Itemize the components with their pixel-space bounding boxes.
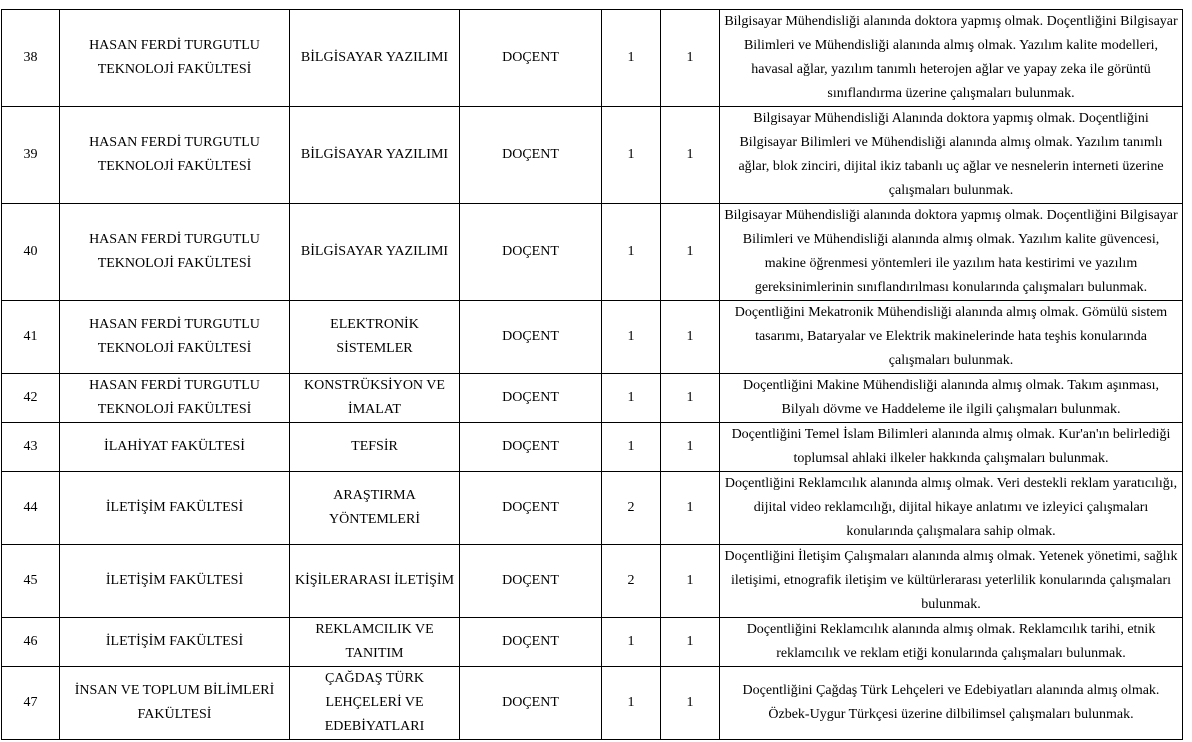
table-row (2, 618, 1183, 667)
row-number: 46 (2, 618, 60, 667)
count-cell: 1 (661, 618, 720, 667)
faculty-cell: HASAN FERDİ TURGUTLU TEKNOLOJİ FAKÜLTESİ (60, 10, 290, 107)
count-cell: 1 (661, 472, 720, 545)
row-number: 44 (2, 472, 60, 545)
positions-table (1, 9, 1183, 740)
row-number: 40 (2, 204, 60, 301)
title-cell: DOÇENT (460, 10, 602, 107)
department-cell: BİLGİSAYAR YAZILIMI (290, 107, 460, 204)
table-row (2, 423, 1183, 472)
row-number: 43 (2, 423, 60, 472)
department-cell: BİLGİSAYAR YAZILIMI (290, 10, 460, 107)
count-cell: 1 (661, 204, 720, 301)
count-cell: 1 (602, 618, 661, 667)
title-cell: DOÇENT (460, 204, 602, 301)
title-cell: DOÇENT (460, 374, 602, 423)
count-cell: 1 (602, 423, 661, 472)
row-number: 47 (2, 667, 60, 740)
row-number: 39 (2, 107, 60, 204)
title-cell: DOÇENT (460, 545, 602, 618)
table-row (2, 667, 1183, 740)
table-row (2, 472, 1183, 545)
count-cell: 1 (661, 374, 720, 423)
title-cell: DOÇENT (460, 667, 602, 740)
requirement-cell: Doçentliğini Temel İslam Bilimleri alanında almış olmak. Kur'an'ın belirlediği toplumsal ahlaki ilkeler hakkında çalışmaları bulunmak. (720, 423, 1183, 472)
count-cell: 1 (661, 667, 720, 740)
requirement-cell: Doçentliğini Reklamcılık alanında almış olmak. Reklamcılık tarihi, etnik reklamcılık ve reklam etiği konularında çalışmaları bulunmak. (720, 618, 1183, 667)
count-cell: 1 (661, 10, 720, 107)
faculty-cell: HASAN FERDİ TURGUTLU TEKNOLOJİ FAKÜLTESİ (60, 107, 290, 204)
faculty-cell: İLETİŞİM FAKÜLTESİ (60, 545, 290, 618)
count-cell: 1 (602, 204, 661, 301)
requirement-cell: Doçentliğini Makine Mühendisliği alanında almış olmak. Takım aşınması, Bilyalı dövme ve Haddeleme ile ilgili çalışmaları bulunmak. (720, 374, 1183, 423)
department-cell: ÇAĞDAŞ TÜRK LEHÇELERİ VE EDEBİYATLARI (290, 667, 460, 740)
requirement-cell: Bilgisayar Mühendisliği alanında doktora yapmış olmak. Doçentliğini Bilgisayar Bilimleri ve Mühendisliği alanında almış olmak. Yazılım kalite güvencesi, makine öğrenmesi yöntemleri ile yazılım hata kestirimi ve yazılım gereksinimlerinin sınıflandırılması konularında çalışmaları bulunmak. (720, 204, 1183, 301)
requirement-cell: Bilgisayar Mühendisliği Alanında doktora yapmış olmak. Doçentliğini Bilgisayar Bilimleri ve Mühendisliği alanında almış olmak. Yazılım tanımlı ağlar, blok zinciri, dijital ikiz tabanlı uç ağlar ve nesnelerin interneti üzerine çalışmaları bulunmak. (720, 107, 1183, 204)
faculty-cell: HASAN FERDİ TURGUTLU TEKNOLOJİ FAKÜLTESİ (60, 374, 290, 423)
count-cell: 1 (602, 10, 661, 107)
table-row (2, 545, 1183, 618)
faculty-cell: İLETİŞİM FAKÜLTESİ (60, 618, 290, 667)
row-number: 38 (2, 10, 60, 107)
count-cell: 2 (602, 472, 661, 545)
count-cell: 1 (602, 374, 661, 423)
department-cell: TEFSİR (290, 423, 460, 472)
requirement-cell: Bilgisayar Mühendisliği alanında doktora yapmış olmak. Doçentliğini Bilgisayar Bilimleri ve Mühendisliği alanında almış olmak. Yazılım kalite modelleri, havasal ağlar, yazılım tanımlı heterojen ağlar ve yapay zeka ile görüntü sınıflandırma üzerine çalışmaları bulunmak. (720, 10, 1183, 107)
department-cell: KİŞİLERARASI İLETİŞİM (290, 545, 460, 618)
count-cell: 1 (661, 423, 720, 472)
row-number: 45 (2, 545, 60, 618)
requirement-cell: Doçentliğini Reklamcılık alanında almış olmak. Veri destekli reklam yaratıcılığı, dijital video reklamcılığı, dijital hikaye anlatımı ve izleyici çalışmaları konularında çalışmalara sahip olmak. (720, 472, 1183, 545)
department-cell: ELEKTRONİK SİSTEMLER (290, 301, 460, 374)
table-row (2, 10, 1183, 107)
faculty-cell: İLETİŞİM FAKÜLTESİ (60, 472, 290, 545)
faculty-cell: İLAHİYAT FAKÜLTESİ (60, 423, 290, 472)
table-row (2, 204, 1183, 301)
department-cell: REKLAMCILIK VE TANITIM (290, 618, 460, 667)
count-cell: 1 (602, 301, 661, 374)
table-row (2, 374, 1183, 423)
title-cell: DOÇENT (460, 472, 602, 545)
department-cell: ARAŞTIRMA YÖNTEMLERİ (290, 472, 460, 545)
requirement-cell: Doçentliğini Mekatronik Mühendisliği alanında almış olmak. Gömülü sistem tasarımı, Bataryalar ve Elektrik makinelerinde hata teşhis konularında çalışmaları bulunmak. (720, 301, 1183, 374)
table-row (2, 301, 1183, 374)
count-cell: 2 (602, 545, 661, 618)
faculty-cell: HASAN FERDİ TURGUTLU TEKNOLOJİ FAKÜLTESİ (60, 301, 290, 374)
count-cell: 1 (661, 545, 720, 618)
count-cell: 1 (602, 667, 661, 740)
title-cell: DOÇENT (460, 301, 602, 374)
faculty-cell: İNSAN VE TOPLUM BİLİMLERİ FAKÜLTESİ (60, 667, 290, 740)
row-number: 42 (2, 374, 60, 423)
count-cell: 1 (661, 107, 720, 204)
faculty-cell: HASAN FERDİ TURGUTLU TEKNOLOJİ FAKÜLTESİ (60, 204, 290, 301)
count-cell: 1 (602, 107, 661, 204)
title-cell: DOÇENT (460, 423, 602, 472)
department-cell: BİLGİSAYAR YAZILIMI (290, 204, 460, 301)
title-cell: DOÇENT (460, 107, 602, 204)
department-cell: KONSTRÜKSİYON VE İMALAT (290, 374, 460, 423)
requirement-cell: Doçentliğini İletişim Çalışmaları alanında almış olmak. Yetenek yönetimi, sağlık iletişimi, etnografik iletişim ve kültürlerarası yeterlilik konularında çalışmaları bulunmak. (720, 545, 1183, 618)
row-number: 41 (2, 301, 60, 374)
title-cell: DOÇENT (460, 618, 602, 667)
count-cell: 1 (661, 301, 720, 374)
requirement-cell: Doçentliğini Çağdaş Türk Lehçeleri ve Edebiyatları alanında almış olmak. Özbek-Uygur Türkçesi üzerine dilbilimsel çalışmaları bulunmak. (720, 667, 1183, 740)
table-row (2, 107, 1183, 204)
